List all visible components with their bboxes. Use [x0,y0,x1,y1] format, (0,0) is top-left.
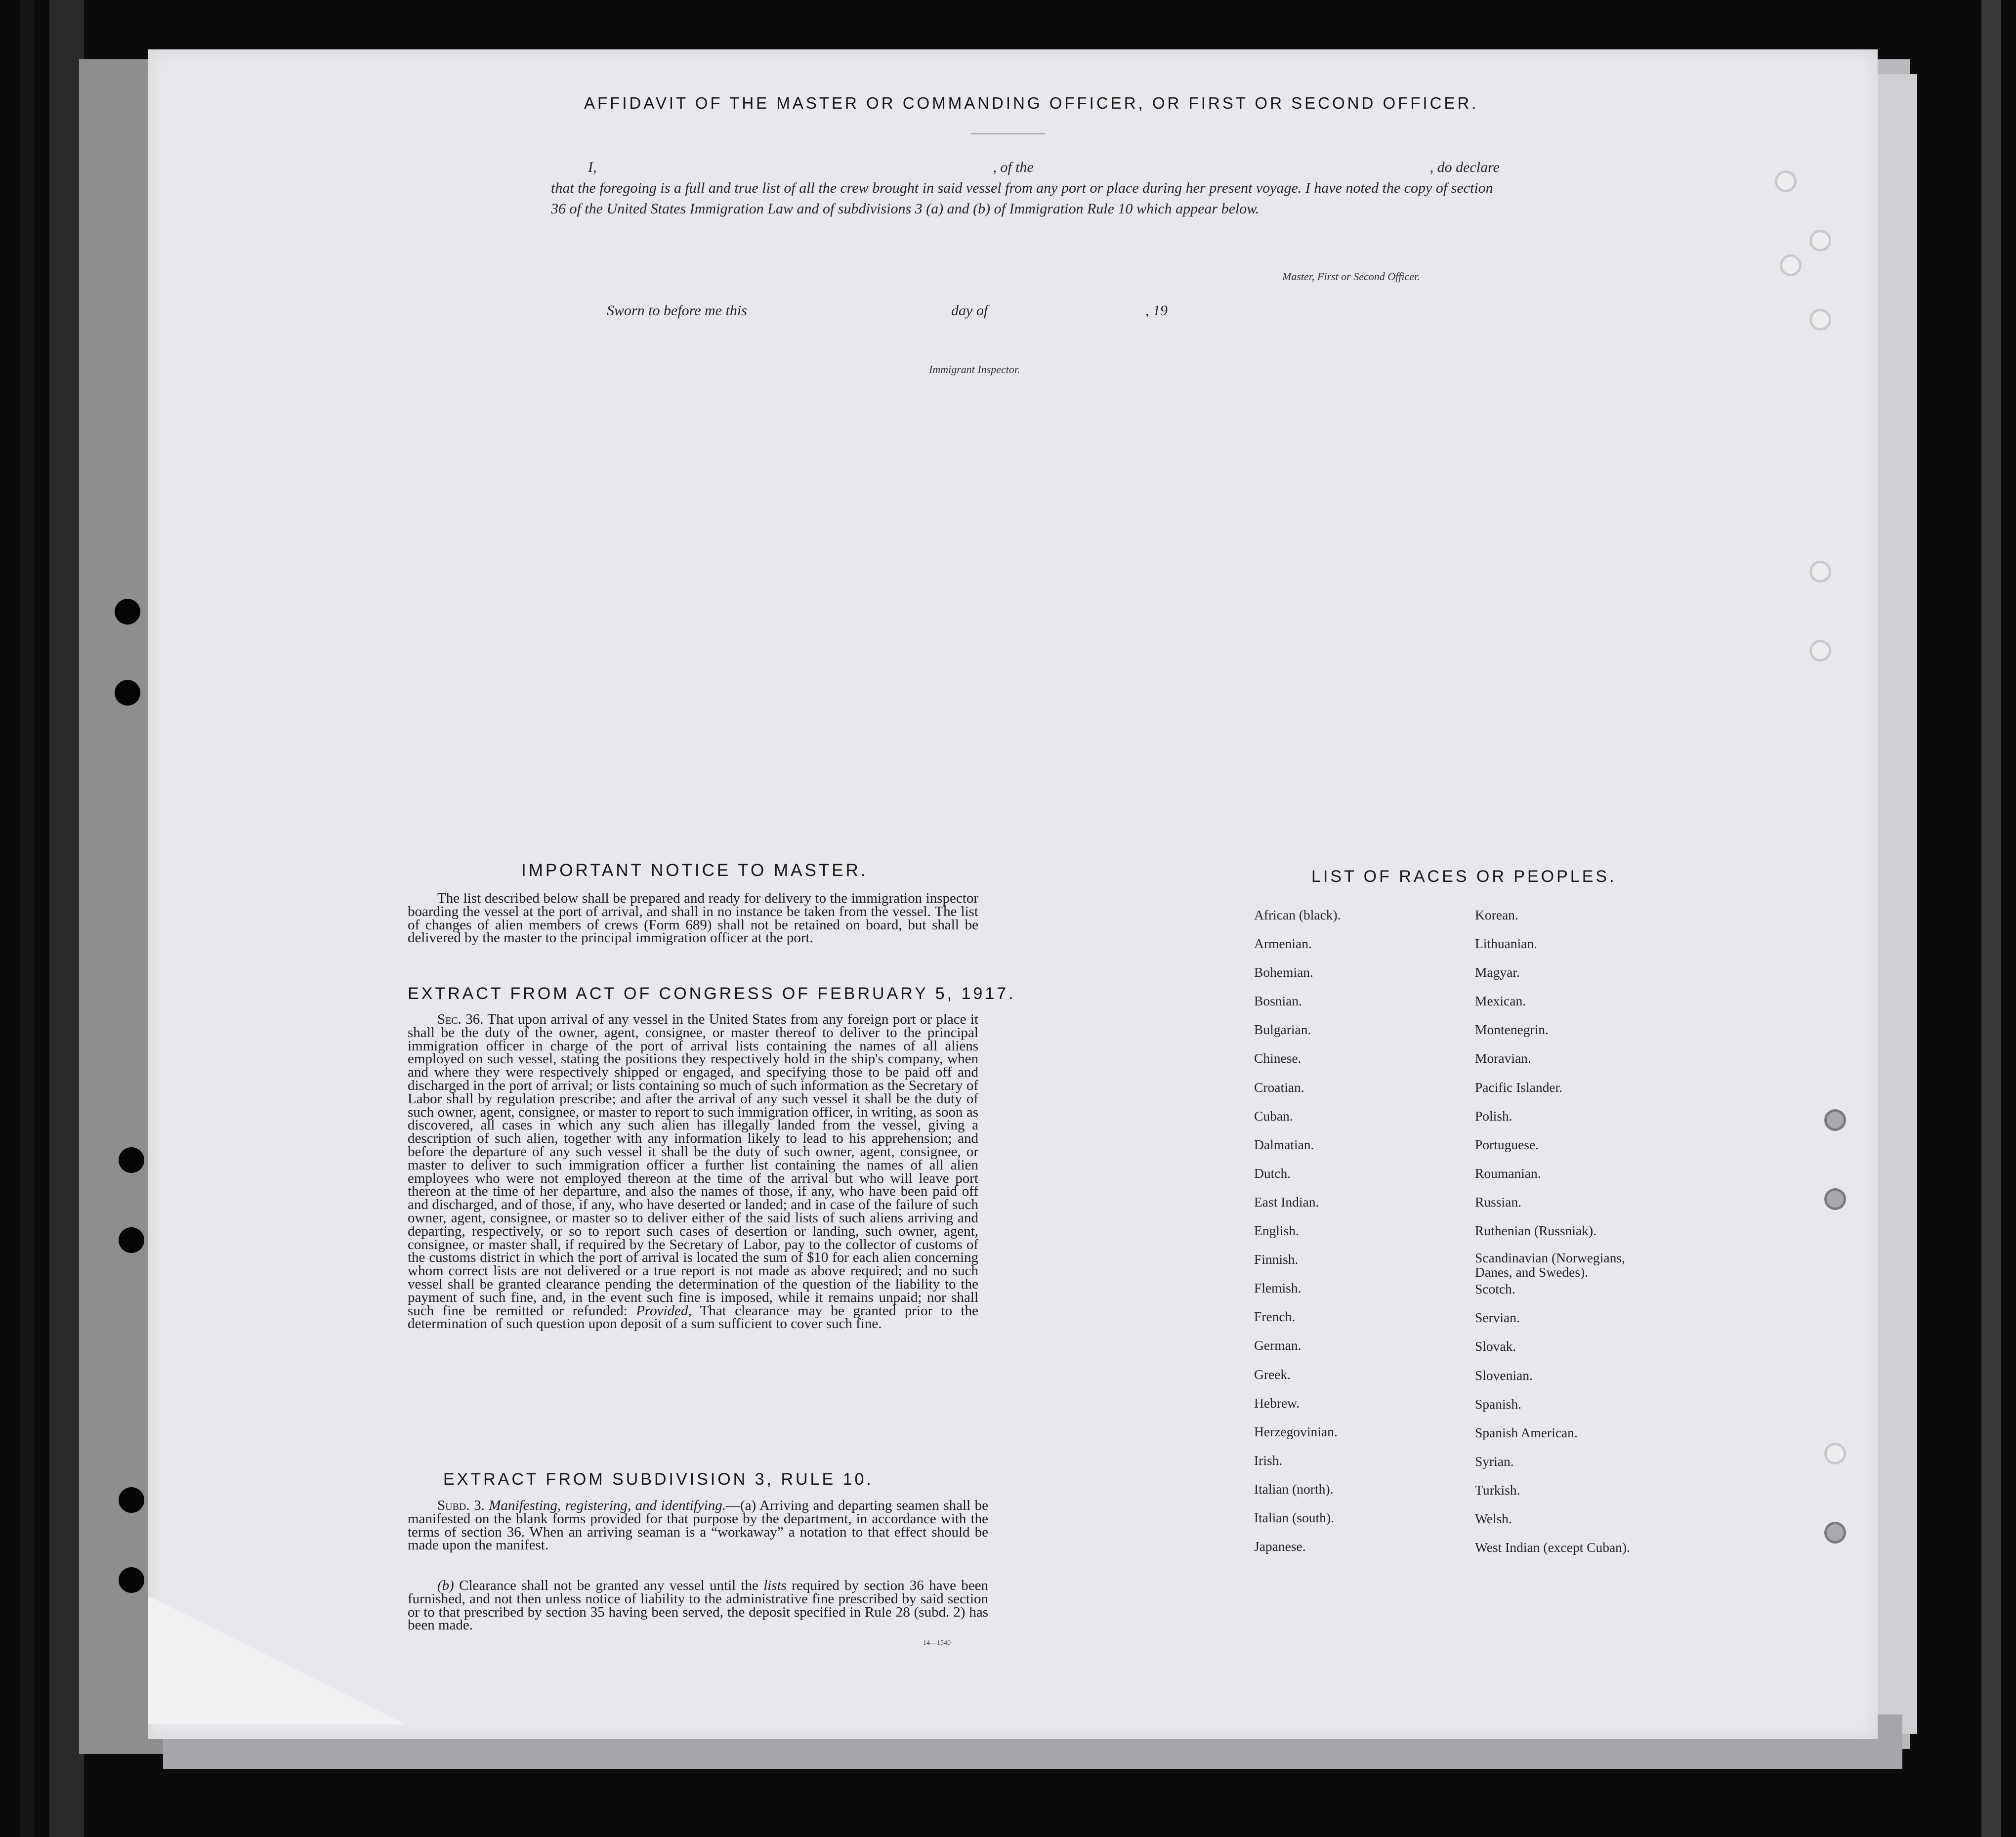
form-number: 14—1540 [923,1639,951,1647]
subd-label: Subd. 3. [437,1498,485,1513]
name-blank [678,157,911,178]
affidavit-declaration [551,157,1500,219]
binder-hole [119,1147,144,1173]
scanner-edge-right [1981,0,2001,1837]
race-item: West Indian (except Cuban). [1475,1540,1630,1555]
affidavit-body-text: that the foregoing is a full and true list of all the crew brought in said vessel from any port or place during her present voyage. I have noted the copy of section 36 of the United States Immigration Law and of subdivisions 3 (a) and (b) of Immigration Rule 10 which appear below. [551,180,1493,217]
race-item: Scandinavian (Norwegians, Danes, and Swedes). [1475,1250,1625,1280]
binder-hole [119,1227,144,1253]
race-item: Armenian. [1254,936,1312,952]
binder-hole [119,1567,144,1593]
race-item: Magyar. [1475,964,1520,980]
underlying-sheet-right-edge [1878,74,1917,1734]
punch-ring [1809,309,1831,331]
extract-act-title: EXTRACT FROM ACT OF CONGRESS OF FEBRUARY 5, 1917. [408,984,1016,1003]
race-item: Cuban. [1254,1108,1293,1124]
notice-title: IMPORTANT NOTICE TO MASTER. [521,861,868,880]
year-prefix: , 19 [1145,302,1168,319]
affidavit-of-the: , of the [993,159,1034,175]
race-item: Servian. [1475,1310,1520,1326]
race-item: Finnish. [1254,1252,1299,1267]
subd-heading: Manifesting, registering, and identifying. [489,1498,726,1513]
proviso-label: Provided, [636,1302,692,1319]
rule-a-text: —(a) Arriving and departing seamen shall be manifested on the blank forms provided for that purpose by the department, in accordance with the terms of section 36. When an arriving seaman is a “workaway” a notation to that effect should be made upon the manifest. [408,1498,988,1553]
race-item: Chinese. [1254,1050,1302,1066]
rule-b-lists: lists [763,1578,787,1593]
race-item: Spanish American. [1475,1424,1578,1440]
race-item: Bulgarian. [1254,1022,1311,1038]
race-item: Dalmatian. [1254,1136,1314,1152]
race-item: Spanish. [1475,1396,1521,1412]
race-item: French. [1254,1309,1296,1325]
race-item: East Indian. [1254,1194,1319,1210]
race-item: Turkish. [1475,1482,1520,1498]
affidavit-title: AFFIDAVIT OF THE MASTER OR COMMANDING OFFICER, OR FIRST OR SECOND OFFICER. [584,94,1479,112]
extract-rule-title: EXTRACT FROM SUBDIVISION 3, RULE 10. [443,1470,874,1489]
rule-paragraph-b [408,1579,988,1632]
folded-corner [148,1596,405,1724]
race-item: Welsh. [1475,1510,1512,1526]
race-item: Pacific Islander. [1475,1079,1563,1095]
race-item: Korean. [1475,907,1518,922]
proviso-body: That clearance may be granted prior to the determination of such question upon deposit of a sum sufficient to cover such fine. [408,1302,979,1332]
race-item: Roumanian. [1475,1165,1541,1181]
rule-b-text-1: Clearance shall not be granted any vessel until the [459,1578,758,1593]
inspector-caption: Immigrant Inspector. [929,363,1020,376]
punch-ring [1824,1522,1846,1544]
race-item: Slovak. [1475,1338,1516,1354]
section-body: That upon arrival of any vessel in the United States from any foreign port or place it shall be the duty of the owner, agent, consignee, or master thereof to deliver to the principal immigration officer in charge of the port of arrival lists containing the names of all aliens employed on such vessel, stating the positions they respectively hold in the ship's company, when and where they were respectively shipped or engaged, and specifying those to be paid off and discharged in the port of arrival; or lists containing so much of such information as the Secretary of Labor shall by regulation prescribe; and after the arrival of any such vessel it shall be the duty of such owner, agent, consignee, or master to report to such immigration officer, in writing, as soon as discovered, all cases in which any such alien has illegally landed from the vessel, giving a description of such alien, together with any information likely to lead to his apprehension; and before the departure of any such vessel it shall be the duty of such owner, agent, consignee, or master to deliver to such immigration officer a further list containing the names of all alien employees who were not employed thereon at the time of the arrival but who will leave port thereon at the time of her departure, and also the names of those, if any, who have been paid off and discharged, and of those, if any, who have deserted or landed; and in case of the failure of such owner, agent, consignee, or master so to deliver either of the said lists of such aliens arriving and departing, respectively, or so to report such cases of desertion or landing, such owner, agent, consignee, or master shall, if required by the Secretary of Labor, pay to the collector of customs of the customs district in which the port of arrival is located the sum of $10 for each alien concerning whom correct lists are not delivered or a true report is not made as above required; and no such vessel shall be granted clearance pending the determination of the question of the liability to the payment of such fine, and, in the event such fine is imposed, while it remains unpaid; nor shall such fine be remitted or refunded: [408,1011,979,1319]
races-list-left [1254,905,1341,1565]
race-item: Herzegovinian. [1254,1423,1338,1439]
section-36-text [408,1013,978,1331]
punch-ring [1824,1188,1846,1210]
sworn-text: Sworn to before me this [607,302,747,319]
race-item: English. [1254,1223,1299,1239]
vessel-blank [1116,157,1348,178]
punch-ring [1809,640,1831,662]
race-item: Montenegrin. [1475,1022,1549,1038]
races-title: LIST OF RACES OR PEOPLES. [1311,867,1617,886]
punch-ring [1809,230,1831,251]
race-item: Moravian. [1475,1050,1531,1066]
affidavit-do-declare: , do declare [1429,159,1500,175]
notice-body: The list described below shall be prepared and ready for delivery to the immigration inspector boarding the vessel at the port of arrival, and shall in no instance be taken from the vessel. The list of changes of alien members of crews (Form 689) shall not be retained on board, but shall be delivered by the master to the principal immigration officer at the port. [408,890,978,946]
race-item: Russian. [1475,1194,1521,1210]
race-item: Polish. [1475,1108,1512,1124]
binder-hole [115,680,140,706]
race-item: Japanese. [1254,1539,1306,1554]
race-item: Greek. [1254,1366,1291,1382]
punch-ring [1824,1109,1846,1131]
punch-ring [1780,254,1802,276]
race-item: African (black). [1254,907,1341,922]
race-item: Slovenian. [1475,1367,1533,1383]
races-list-right [1475,905,1630,1566]
race-item: Hebrew. [1254,1395,1300,1411]
race-item: Dutch. [1254,1165,1291,1181]
race-item: Italian (north). [1254,1481,1334,1497]
race-item: Ruthenian (Russniak). [1475,1223,1596,1239]
race-item: Flemish. [1254,1280,1302,1296]
title-rule [971,133,1045,134]
punch-ring [1775,170,1797,192]
race-item: Mexican. [1475,993,1526,1009]
race-item: Croatian. [1254,1079,1304,1095]
race-item: Syrian. [1475,1453,1514,1469]
affidavit-i: I, [588,159,597,175]
punch-ring [1824,1443,1846,1464]
race-item: Portuguese. [1475,1136,1539,1152]
scanner-edge-left [20,0,35,1837]
rule-b-label: (b) [437,1578,454,1593]
rule-paragraph-a [408,1499,988,1552]
punch-ring [1809,561,1831,583]
race-item: Lithuanian. [1475,936,1538,952]
binder-hole [119,1487,144,1513]
race-item: Irish. [1254,1452,1283,1468]
rule-b-text-2: required by section 36 have been furnished, and not then unless notice of liability to the administrative fine prescribed by said section or to that prescribed by section 35 having been served, the deposit specified in Rule 28 (subd. 2) has been made. [408,1578,988,1633]
section-label: Sec. 36. [437,1011,484,1027]
signature-caption: Master, First or Second Officer. [1282,270,1420,283]
binder-hole [115,599,140,625]
race-item: German. [1254,1337,1302,1353]
race-item: Bohemian. [1254,964,1313,980]
race-item: Italian (south). [1254,1509,1334,1525]
race-item: Bosnian. [1254,993,1302,1009]
race-item: Scotch. [1475,1281,1515,1297]
day-of-text: day of [951,302,988,319]
